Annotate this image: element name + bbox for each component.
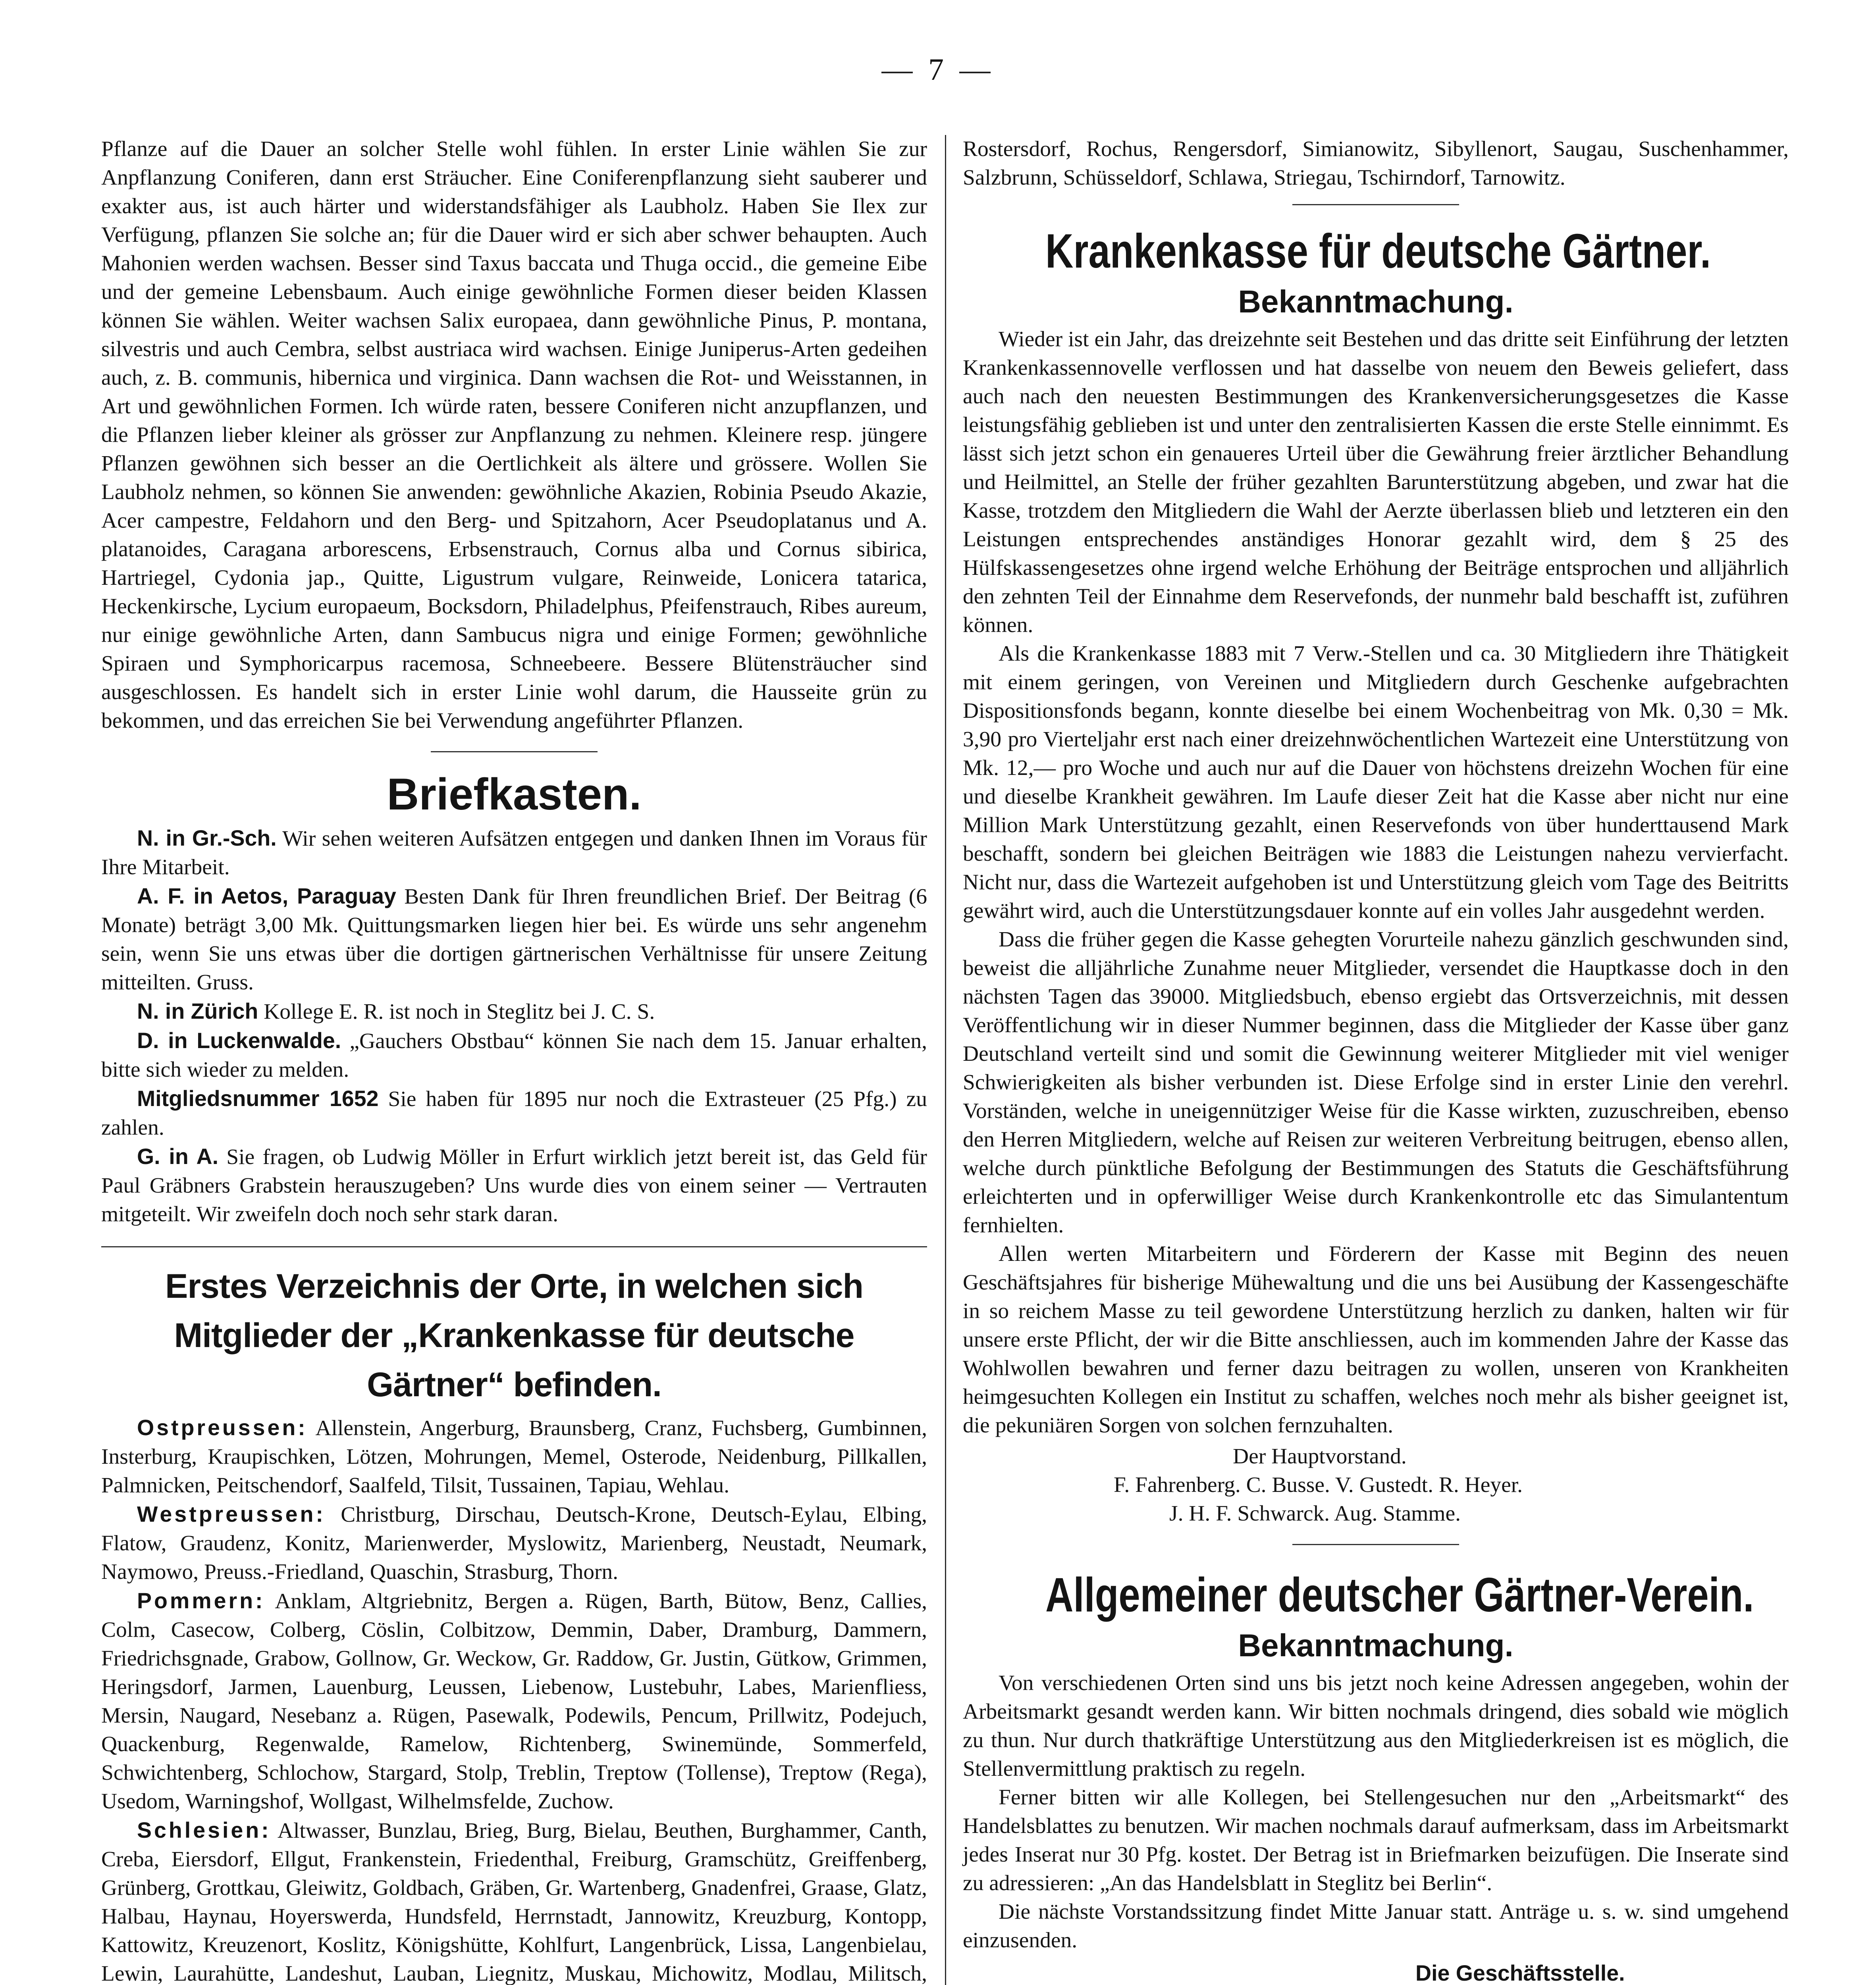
gaertnerverein-paragraph: Von verschiedenen Orten sind uns bis jetzt noch keine Adressen angegeben, wohin der Arbeitsmarkt gesandt werden kann. Wir bitten nochmals dringend, dies sobald wie möglich zu thun. Nur durch thatkräftige Unterstützung aus den Mitgliederkreisen ist es möglich, die Stellenvermittlung praktisch zu regeln. xyxy=(963,1671,1789,1781)
signature-names: J. H. F. Schwarck. Aug. Stamme. xyxy=(1169,1501,1461,1526)
gaertnerverein-signature xyxy=(963,1959,1789,1985)
section-divider xyxy=(1292,204,1459,205)
krankenkasse-subheading: Bekanntmachung. xyxy=(1238,284,1514,319)
right-column xyxy=(963,135,1789,1985)
column-divider xyxy=(945,135,946,1985)
krankenkasse-body xyxy=(963,325,1789,1440)
section-divider xyxy=(1292,1544,1459,1545)
krankenkasse-signature xyxy=(963,1442,1789,1528)
region-entry: Schlesien: Altwasser, Bunzlau, Brieg, Burg, Bielau, Beuthen, Burghammer, Canth, Creba, Eiersdorf, Ellgut, Frankenstein, Friedenthal, Freiburg, Gramschütz, Greiffenberg, Grünberg, Grottkau, Gleiwitz, Goldbach, Gräben, Gr. Wartenberg, Gnadenfrei, Graase, Glatz, Halbau, Haynau, Hoyerswerda, Hundsfeld, Herrnstadt, Jannowitz, Kreuzburg, Kontopp, Kattowitz, Kreuzenort, Koslitz, Königshütte, Kohlfurt, Langenbrück, Lissa, Langenbielau, Lewin, Laurahütte, Landeshut, Lauban, Liegnitz, Muskau, Michowitz, Modlau, Militsch, xyxy=(101,1818,927,1985)
briefkasten-entry: N. in Gr.-Sch. Wir sehen weiteren Aufsätzen entgegen und danken Ihnen im Voraus für Ihre Mitarbeit. xyxy=(101,826,927,879)
left-column xyxy=(101,135,927,1985)
region-entry: Ostpreussen: Allenstein, Angerburg, Braunsberg, Cranz, Fuchsberg, Gumbinnen, Insterburg, Kraupischken, Lötzen, Mohrungen, Memel, Osterode, Neidenburg, Pillkallen, Palmnicken, Peitschendorf, Saalfeld, Tilsit, Tussainen, Tapiau, Wehlau. xyxy=(101,1415,927,1497)
gaertnerverein-heading: Allgemeiner deutscher Gärtner-Verein. xyxy=(1045,1568,1754,1622)
krankenkasse-paragraph: Als die Krankenkasse 1883 mit 7 Verw.-Stellen und ca. 30 Mitgliedern ihre Thätigkeit mit einem geringen, von Vereinen und Mitgliedern durch Geschenke aufgebrachten Dispositionsfonds begann, konnte dieselbe bei einem Wochenbeitrag von Mk. 0,30 = Mk. 3,90 pro Vierteljahr erst nach einer dreizehnwöchentlichen Wartezeit eine Unterstützung von Mk. 12,— pro Woche und auch nur auf die Dauer von höchstens dreizehn Wochen für eine und dieselbe Krankheit gewähren. Im Laufe dieser Zeit hat die Kasse aber nicht nur eine Million Mark Unterstützung gezahlt, einen Reservefonds von über hunderttausend Mark beschafft, sondern bei gleichen Beiträgen wie 1883 die Leistungen nahezu vervierfacht. Nicht nur, dass die Wartezeit aufgehoben ist und Unterstützung gleich vom Tage des Beitritts gewährt wird, auch die Unterstützungsdauer konnte auf ein volles Jahr ausgedehnt werden. xyxy=(963,642,1789,923)
verzeichnis-heading: Erstes Verzeichnis der Orte, in welchen sich Mitglieder der „Krankenkasse für deutsche Gärtner“ befinden. xyxy=(165,1267,863,1404)
gaertnerverein-paragraph: Ferner bitten wir alle Kollegen, bei Stellengesuchen nur den „Arbeitsmarkt“ des Handelsblattes zu benutzen. Wir machen nochmals darauf aufmerksam, dass im Arbeitsmarkt jedes Inserat nur 30 Pfg. kostet. Der Betrag ist in Briefmarken beizufügen. Die Inserate sind zu adressieren: „An das Handelsblatt in Steglitz bei Berlin“. xyxy=(963,1785,1789,1895)
gaertnerverein-body xyxy=(963,1669,1789,1955)
region-entry: Westpreussen: Christburg, Dirschau, Deutsch-Krone, Deutsch-Eylau, Elbing, Flatow, Graudenz, Konitz, Marienwerder, Myslowitz, Marienberg, Neustadt, Neumark, Naymowo, Preuss.-Friedland, Quaschin, Strasburg, Thorn. xyxy=(101,1502,927,1584)
briefkasten-entry: A. F. in Aetos, Paraguay Besten Dank für Ihren freundlichen Brief. Der Beitrag (6 Monate) beträgt 3,00 Mk. Quittungsmarken liegen hier bei. Es würde uns sehr angenehm sein, wenn Sie uns etwas über die dortigen gärtnerischen Verhältnisse für unsere Zeitung mitteilten. Gruss. xyxy=(101,884,927,994)
section-divider xyxy=(431,751,598,752)
page-number: — 7 — xyxy=(881,52,995,87)
krankenkasse-heading: Krankenkasse für deutsche Gärtner. xyxy=(1045,224,1711,278)
signature-names: F. Fahrenberg. C. Busse. V. Gustedt. R. Heyer. xyxy=(1114,1473,1523,1497)
briefkasten-heading: Briefkasten. xyxy=(387,769,642,819)
signature-title: Die Geschäftsstelle. xyxy=(1415,1961,1625,1985)
briefkasten-entry: G. in A. Sie fragen, ob Ludwig Möller in Erfurt wirklich jetzt bereit ist, das Geld für Paul Gräbners Grabstein herauszugeben? Uns wurde dies von einem seiner — Vertrauten mitgeteilt. Wir zweifeln doch noch sehr stark daran. xyxy=(101,1144,927,1226)
briefkasten-entries xyxy=(101,824,927,1229)
briefkasten-entry: Mitgliedsnummer 1652 Sie haben für 1895 nur noch die Extrasteuer (25 Pfg.) zu zahlen. xyxy=(101,1086,927,1140)
krankenkasse-paragraph: Allen werten Mitarbeitern und Förderern der Kasse mit Beginn des neuen Geschäftsjahres für bisherige Mühewaltung und die uns bei Ausübung der Kassengeschäfte in so reichem Masse zu teil gewordene Unterstützung herzlich zu danken, halten wir für unsere erste Pflicht, der wir die Bitte anschliessen, auch im kommenden Jahre der Kasse das Wohlwollen bewahren und ferner dazu beitragen zu wollen, unseren von Krankheiten heimgesuchten Kollegen ein Institut zu schaffen, welches noch mehr als bisher geeignet ist, die pekuniären Sorgen von solchen fernzuhalten. xyxy=(963,1242,1789,1438)
verzeichnis-continuation: Rostersdorf, Rochus, Rengersdorf, Simianowitz, Sibyllenort, Saugau, Suschenhammer, Salzbrunn, Schüsseldorf, Schlawa, Striegau, Tschirndorf, Tarnowitz. xyxy=(963,137,1789,190)
verzeichnis-regions xyxy=(101,1413,927,1985)
briefkasten-entry: N. in Zürich Kollege E. R. ist noch in Steglitz bei J. C. S. xyxy=(137,999,655,1024)
krankenkasse-paragraph: Wieder ist ein Jahr, das dreizehnte seit Bestehen und das dritte seit Einführung der letzten Krankenkassennovelle verflossen und hat dasselbe von neuem den Beweis geliefert, dass auch nach den neuesten Bestimmungen des Krankenversicherungsgesetzes die Kasse leistungsfähig geblieben ist und unter den zentralisierten Kassen die erste Stelle einnimmt. Es lässt sich jetzt schon ein genaueres Urteil über die Gewährung freier ärztlicher Behandlung und Heilmittel, an Stelle der früher gezahlten Barunterstützung abgeben, und zwar hat die Kasse, trotzdem den Mitgliedern die Wahl der Aerzte überlassen blieb und letzteren ein den Leistungen entsprechendes anständiges Honorar gezahlt wird, dem § 25 des Hülfskassengesetzes ohne irgend welche Erhöhung der Beiträge entsprochen und alljährlich den zehnten Teil der Einnahme dem Reservefonds, der nunmehr bald beschafft ist, zuführen können. xyxy=(963,327,1789,637)
signature-title: Der Hauptvorstand. xyxy=(1233,1444,1407,1469)
section-divider-full xyxy=(101,1246,927,1247)
briefkasten-entry: D. in Luckenwalde. „Gauchers Obstbau“ können Sie nach dem 15. Januar erhalten, bitte sich wieder zu melden. xyxy=(101,1028,927,1082)
gaertnerverein-paragraph: Die nächste Vorstandssitzung findet Mitte Januar statt. Anträge u. s. w. sind umgehend einzusenden. xyxy=(963,1900,1789,1952)
gaertnerverein-subheading: Bekanntmachung. xyxy=(1238,1628,1514,1663)
krankenkasse-paragraph: Dass die früher gegen die Kasse gehegten Vorurteile nahezu gänzlich geschwunden sind, beweist die alljährliche Zunahme neuer Mitglieder, versendet die Hauptkasse doch in den nächsten Tagen das 39000. Mitgliedsbuch, ebenso ergiebt das Ortsverzeichnis, mit dessen Veröffentlichung wir in dieser Nummer beginnen, dass die Mitglieder der Kasse über ganz Deutschland verteilt sind und somit die Gewinnung weiterer Mitglieder mit viel weniger Schwierigkeiten als bisher verbunden ist. Diese Erfolge sind in erster Linie den verehrl. Vorständen, welche in uneigennütziger Weise für die Kasse wirkten, zuzuschreiben, ebenso den Herren Mitgliedern, welche auf Reisen zur weiteren Verbreitung beitrugen, ebenso allen, welche durch pünktliche Befolgung der Bestimmungen des Statuts die Geschäftsführung erleichterten und in opferwilliger Weise durch Krankenkontrolle etc das Simulantentum fernhielten. xyxy=(963,927,1789,1237)
region-entry: Pommern: Anklam, Altgriebnitz, Bergen a. Rügen, Barth, Bütow, Benz, Callies, Colm, Casecow, Colberg, Cöslin, Colbitzow, Demmin, Daber, Dramburg, Dammern, Friedrichsgnade, Grabow, Gollnow, Gr. Weckow, Gr. Raddow, Gr. Justin, Gütkow, Grimmen, Heringsdorf, Jarmen, Lauenburg, Leussen, Liebenow, Lustebuhr, Labes, Marienfliess, Mersin, Naugard, Nesebanz a. Rügen, Pasewalk, Podewils, Pencum, Prillwitz, Podejuch, Quackenburg, Regenwalde, Ramelow, Richtenberg, Swinemünde, Sommerfeld, Schwichtenberg, Schlochow, Stargard, Stolp, Treblin, Treptow (Tollense), Treptow (Rega), Usedom, Warningshof, Wollgast, Wilhelmsfelde, Zuchow. xyxy=(101,1588,927,1813)
garden-article-text: Pflanze auf die Dauer an solcher Stelle wohl fühlen. In erster Linie wählen Sie zur Anpflanzung Coniferen, dann erst Sträucher. Eine Coniferenpflanzung sieht sauberer und exakter aus, ist auch härter und widerstandsfähiger als Laubholz. Haben Sie Ilex zur Verfügung, pflanzen Sie solche an; für die Dauer wird er sich aber schwer behaupten. Auch Mahonien werden wachsen. Besser sind Taxus baccata und Thuga occid., die gemeine Eibe und der gemeine Lebensbaum. Auch einige gewöhnliche Formen dieser beiden Klassen können Sie wählen. Weiter wachsen Salix europaea, dann gewöhnliche Pinus, P. montana, silvestris und auch Cembra, selbst austriaca wird wachsen. Einige Juniperus-Arten gedeihen auch, z. B. communis, hibernica und virginica. Dann wachsen die Rot- und Weisstannen, in Art und gewöhnlichen Formen. Ich würde raten, bessere Coniferen nicht anzupflanzen, und die Pflanzen lieber kleiner als grösser zur Anpflanzung zu nehmen. Kleinere resp. jüngere Pflanzen gewöhnen sich besser an die Oertlichkeit als ältere und grössere. Wollen Sie Laubholz nehmen, so können Sie anwenden: gewöhnliche Akazien, Robinia Pseudo Akazie, Acer campestre, Feldahorn und den Berg- und Spitzahorn, Acer Pseudoplatanus und A. platanoides, Caragana arborescens, Erbsenstrauch, Cornus alba und Cornus sibirica, Hartriegel, Cydonia jap., Quitte, Ligustrum vulgare, Reinweide, Lonicera tatarica, Heckenkirsche, Lycium europaeum, Bocksdorn, Philadelphus, Pfeifenstrauch, Ribes aureum, nur einige gewöhnliche Arten, dann Sambucus nigra und einige Formen; gewöhnliche Spiraen und Symphoricarpus racemosa, Schneebeere. Bessere Blütensträucher sind ausgeschlossen. Es handelt sich in erster Linie wohl darum, die Hausseite grün zu bekommen, und das erreichen Sie bei Verwendung angeführter Pflanzen. xyxy=(101,137,927,733)
